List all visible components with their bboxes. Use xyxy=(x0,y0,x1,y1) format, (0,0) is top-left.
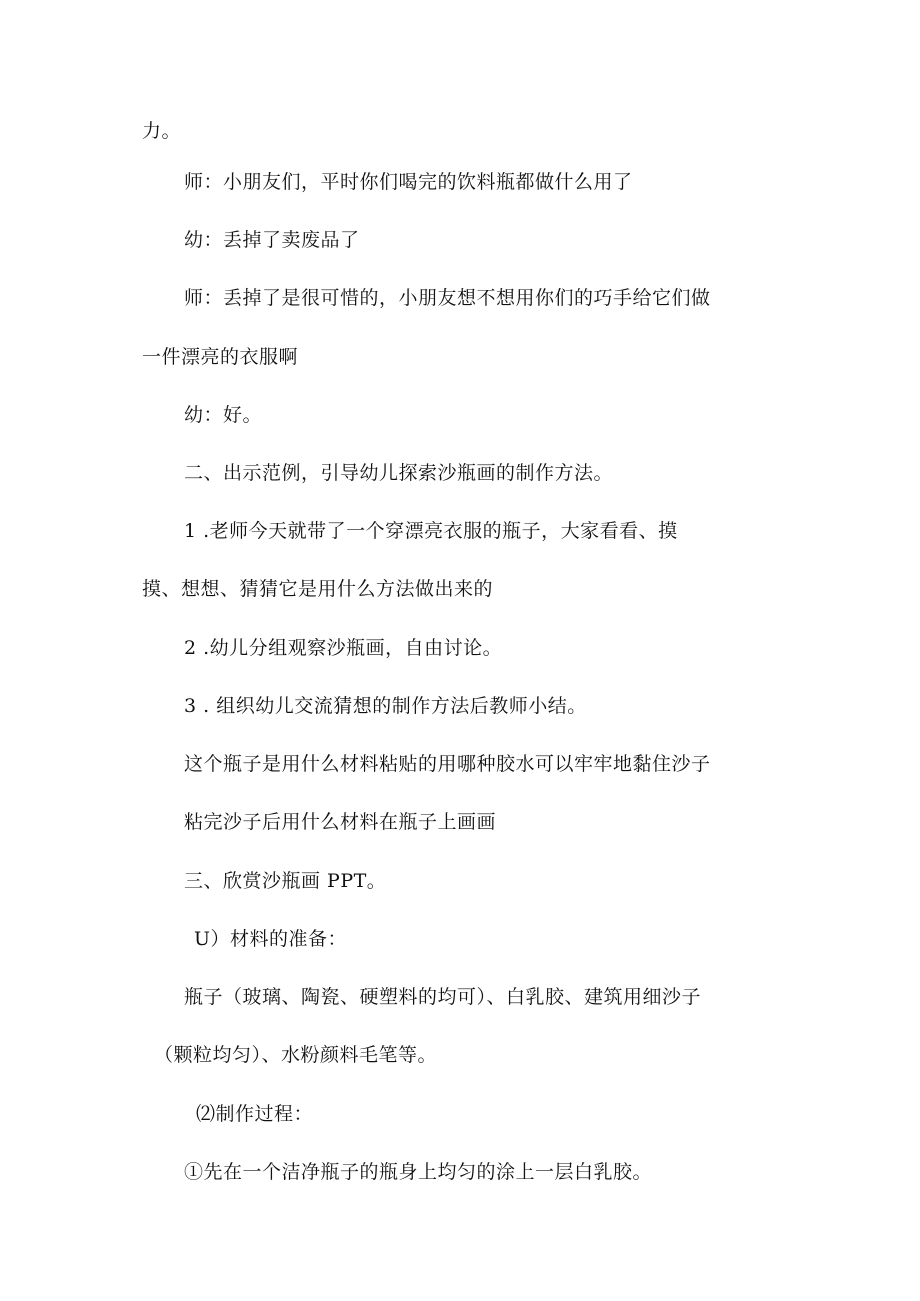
text-line-16: 瓶子（玻璃、陶瓷、硬塑料的均可）、白乳胶、建筑用细沙子 xyxy=(184,986,702,1008)
text-line-12: 这个瓶子是用什么材料粘贴的用哪种胶水可以牢牢地黏住沙子 xyxy=(184,753,711,775)
text-line-17: （颗粒均匀）、水粉颜料毛笔等。 xyxy=(154,1044,438,1066)
text-line-3: 幼：丢掉了卖废品了 xyxy=(184,229,360,251)
text-line-8: 1 .老师今天就带了一个穿漂亮衣服的瓶子，大家看看、摸 xyxy=(184,520,678,542)
text-line-9: 摸、想想、猜猜它是用什么方法做出来的 xyxy=(142,578,494,600)
text-line-2: 师：小朋友们，平时你们喝完的饮料瓶都做什么用了 xyxy=(184,171,633,193)
text-line-10: 2 .幼儿分组观察沙瓶画，自由讨论。 xyxy=(184,637,503,659)
text-line-1: 力。 xyxy=(142,120,182,142)
text-line-18: ⑵制作过程： xyxy=(196,1103,314,1125)
text-line-19: ①先在一个洁净瓶子的瓶身上均匀的涂上一层白乳胶。 xyxy=(184,1161,653,1183)
text-line-6: 幼：好。 xyxy=(184,404,263,426)
text-line-14: 三、欣赏沙瓶画 PPT。 xyxy=(184,870,387,892)
text-line-13: 粘完沙子后用什么材料在瓶子上画画 xyxy=(184,811,497,833)
text-line-15: U）材料的准备： xyxy=(194,928,348,950)
text-line-11: 3 . 组织幼儿交流猜想的制作方法后教师小结。 xyxy=(184,695,587,717)
text-line-4: 师：丢掉了是很可惜的，小朋友想不想用你们的巧手给它们做 xyxy=(184,287,711,309)
text-line-7: 二、出示范例，引导幼儿探索沙瓶画的制作方法。 xyxy=(184,462,614,484)
text-line-5: 一件漂亮的衣服啊 xyxy=(142,346,299,368)
